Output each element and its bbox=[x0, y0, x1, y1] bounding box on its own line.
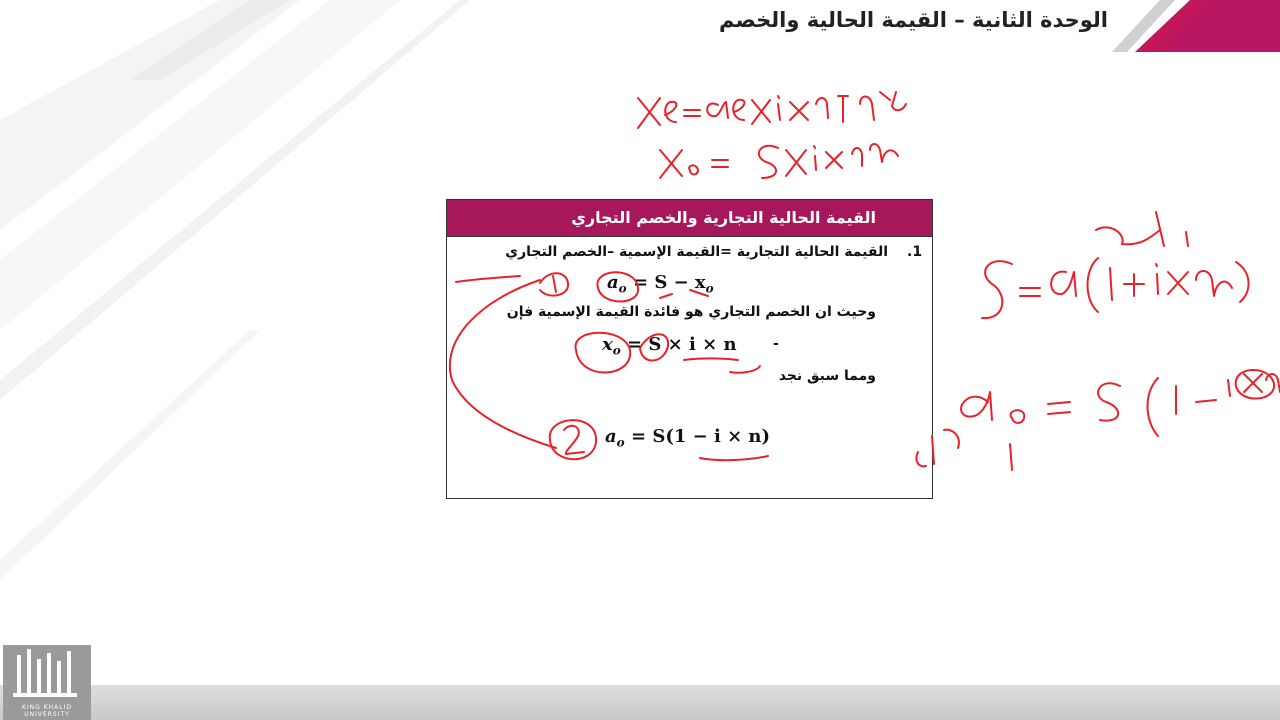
footer-bar bbox=[0, 685, 1280, 720]
formula-discount: $x_o = S \times i \times n$ bbox=[602, 334, 737, 358]
formula-present-value: $a_o = S - x_o$ bbox=[607, 272, 714, 296]
box-heading: القيمة الحالية التجارية والخصم التجاري bbox=[447, 200, 932, 237]
explanation-line: وحيث ان الخصم التجاري هو فائدة القيمة الإسمية فإن bbox=[506, 304, 876, 320]
formula-result: $a_o = S(1 - i \times n)$ bbox=[605, 426, 771, 450]
university-logo bbox=[3, 645, 91, 720]
definition-line: القيمة الحالية التجارية =القيمة الإسمية –الخصم التجاري bbox=[505, 244, 888, 260]
page-title: الوحدة الثانية – القيمة الحالية والخصم bbox=[718, 8, 1108, 32]
content-box bbox=[446, 199, 933, 499]
dash-mark: - bbox=[773, 336, 779, 352]
item-number: .1 bbox=[907, 244, 923, 260]
logo-emblem-icon bbox=[3, 645, 91, 705]
logo-text: KING KHALID UNIVERSITY bbox=[21, 704, 73, 718]
conclusion-line: ومما سبق نجد bbox=[778, 368, 876, 384]
